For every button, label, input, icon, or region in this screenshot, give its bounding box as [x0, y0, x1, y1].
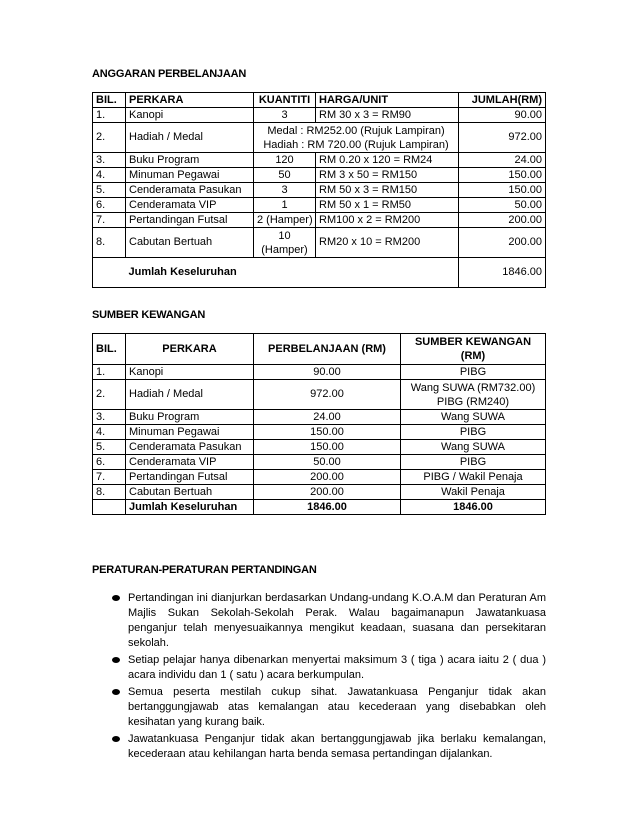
- cell-perkara: Cenderamata VIP: [126, 198, 254, 213]
- cell-perkara: Cabutan Bertuah: [126, 228, 254, 258]
- header-perkara: PERKARA: [126, 334, 254, 365]
- peraturan-list: [108, 591, 546, 764]
- cell-kuantiti: 120: [254, 153, 316, 168]
- cell-sumber: Wakil Penaja: [401, 485, 546, 500]
- peraturan-heading: PERATURAN-PERATURAN PERTANDINGAN: [92, 564, 317, 576]
- cell-sumber: Wang SUWA: [401, 440, 546, 455]
- cell-jumlah: 972.00: [459, 123, 546, 153]
- cell-harga: RM 50 x 1 = RM50: [316, 198, 459, 213]
- cell-belanja: 90.00: [254, 365, 401, 380]
- cell-perkara: Kanopi: [126, 108, 254, 123]
- table-row: [93, 153, 546, 168]
- cell-harga: RM 3 x 50 = RM150: [316, 168, 459, 183]
- table-row: [93, 168, 546, 183]
- hadiah-line: Hadiah : RM 720.00 (Rujuk Lampiran): [263, 138, 449, 151]
- table-row: [93, 123, 546, 153]
- cell-belanja: 200.00: [254, 485, 401, 500]
- cell-belanja: 200.00: [254, 470, 401, 485]
- cell-perkara: Pertandingan Futsal: [126, 470, 254, 485]
- cell-bil: 3.: [93, 153, 126, 168]
- cell-sumber: Wang SUWA: [401, 410, 546, 425]
- cell-jumlah: 150.00: [459, 168, 546, 183]
- bullet-icon: [112, 736, 120, 742]
- cell-jumlah: 50.00: [459, 198, 546, 213]
- total-value: 1846.00: [459, 258, 546, 288]
- cell-bil: 1.: [93, 365, 126, 380]
- cell-bil: 5.: [93, 183, 126, 198]
- cell-perkara: Cabutan Bertuah: [126, 485, 254, 500]
- cell-perkara: Cenderamata Pasukan: [126, 440, 254, 455]
- cell-medal-hadiah: [254, 123, 459, 153]
- cell-jumlah: 90.00: [459, 108, 546, 123]
- cell-kuantiti: 1: [254, 198, 316, 213]
- cell-bil: 6.: [93, 455, 126, 470]
- header-sumber: SUMBER KEWANGAN (RM): [401, 334, 546, 365]
- header-bil: BIL.: [93, 93, 126, 108]
- header-perkara: PERKARA: [126, 93, 254, 108]
- list-item: [108, 653, 546, 683]
- bullet-icon: [112, 657, 120, 663]
- table-row: [93, 425, 546, 440]
- cell-perkara: Hadiah / Medal: [126, 123, 254, 153]
- anggaran-header-row: [93, 93, 546, 108]
- medal-line: Medal : RM252.00 (Rujuk Lampiran): [267, 124, 445, 137]
- list-item: [108, 685, 546, 730]
- cell-jumlah: 200.00: [459, 213, 546, 228]
- cell-jumlah: 200.00: [459, 228, 546, 258]
- anggaran-table: [92, 92, 546, 288]
- cell-harga: RM100 x 2 = RM200: [316, 213, 459, 228]
- cell-sumber: PIBG: [401, 425, 546, 440]
- table-row: [93, 485, 546, 500]
- cell-perkara: Kanopi: [126, 365, 254, 380]
- total-row: [93, 500, 546, 515]
- cell-perkara: Hadiah / Medal: [126, 380, 254, 410]
- table-row: [93, 108, 546, 123]
- table-row: [93, 455, 546, 470]
- rule-text: Semua peserta mestilah cukup sihat. Jawatankuasa Penganjur tidak akan bertanggungjawab atas kemalangan atau kecederaan yang disebabkan oleh kesihatan yang kurang baik.: [128, 686, 546, 728]
- cell-bil: 7.: [93, 213, 126, 228]
- cell-sumber: Wang SUWA (RM732.00) PIBG (RM240): [401, 380, 546, 410]
- cell-kuantiti: 3: [254, 108, 316, 123]
- list-item: [108, 591, 546, 651]
- sumber-header-row: [93, 334, 546, 365]
- cell-sumber: PIBG: [401, 455, 546, 470]
- cell-belanja: 24.00: [254, 410, 401, 425]
- cell-belanja: 972.00: [254, 380, 401, 410]
- sumber-table: [92, 333, 546, 515]
- cell-perkara: Buku Program: [126, 410, 254, 425]
- total-sumber: 1846.00: [401, 500, 546, 515]
- rule-text: Pertandingan ini dianjurkan berdasarkan Undang-undang K.O.A.M dan Peraturan Am Majlis Sukan Sekolah-Sekolah Perak. Walau bagaimanapun Jawatankuasa penganjur telah menyesuaikannya mengikut keadaan, suasana dan persekitaran sekolah.: [128, 592, 546, 649]
- header-bil: BIL.: [93, 334, 126, 365]
- total-row: [93, 258, 546, 288]
- bullet-icon: [112, 595, 120, 601]
- cell-bil: 7.: [93, 470, 126, 485]
- cell-belanja: 150.00: [254, 425, 401, 440]
- cell-bil: 1.: [93, 108, 126, 123]
- cell-bil: 4.: [93, 425, 126, 440]
- cell-harga: RM 50 x 3 = RM150: [316, 183, 459, 198]
- cell-bil: 3.: [93, 410, 126, 425]
- cell-jumlah: 150.00: [459, 183, 546, 198]
- cell-perkara: Buku Program: [126, 153, 254, 168]
- cell-belanja: 50.00: [254, 455, 401, 470]
- cell-empty: [93, 500, 126, 515]
- cell-kuantiti: 10 (Hamper): [254, 228, 316, 258]
- cell-bil: 2.: [93, 123, 126, 153]
- cell-harga: RM20 x 10 = RM200: [316, 228, 459, 258]
- cell-bil: 6.: [93, 198, 126, 213]
- cell-harga: RM 0.20 x 120 = RM24: [316, 153, 459, 168]
- table-row: [93, 470, 546, 485]
- table-row: [93, 380, 546, 410]
- rule-text: Setiap pelajar hanya dibenarkan menyertai maksimum 3 ( tiga ) acara iaitu 2 ( dua ) acara individu dan 1 ( satu ) acara berkumpulan.: [128, 654, 546, 681]
- bullet-icon: [112, 689, 120, 695]
- cell-bil: 5.: [93, 440, 126, 455]
- anggaran-heading: ANGGARAN PERBELANJAAN: [92, 68, 247, 80]
- cell-bil: 4.: [93, 168, 126, 183]
- total-label: Jumlah Keseluruhan: [126, 500, 254, 515]
- cell-empty: [93, 258, 126, 288]
- table-row: [93, 365, 546, 380]
- cell-bil: 8.: [93, 485, 126, 500]
- cell-sumber: PIBG: [401, 365, 546, 380]
- total-label: Jumlah Keseluruhan: [126, 258, 459, 288]
- cell-harga: RM 30 x 3 = RM90: [316, 108, 459, 123]
- cell-kuantiti: 3: [254, 183, 316, 198]
- cell-jumlah: 24.00: [459, 153, 546, 168]
- table-row: [93, 198, 546, 213]
- cell-kuantiti: 50: [254, 168, 316, 183]
- table-row: [93, 213, 546, 228]
- header-kuantiti: KUANTITI: [254, 93, 316, 108]
- table-row: [93, 228, 546, 258]
- table-row: [93, 183, 546, 198]
- cell-perkara: Minuman Pegawai: [126, 425, 254, 440]
- header-harga: HARGA/UNIT: [316, 93, 459, 108]
- sumber-heading: SUMBER KEWANGAN: [92, 309, 206, 321]
- rule-text: Jawatankuasa Penganjur tidak akan bertanggungjawab jika berlaku kemalangan, kecederaan atau kehilangan harta benda semasa pertandingan dijalankan.: [128, 733, 546, 760]
- cell-perkara: Cenderamata VIP: [126, 455, 254, 470]
- list-item: [108, 732, 546, 762]
- cell-perkara: Minuman Pegawai: [126, 168, 254, 183]
- cell-belanja: 150.00: [254, 440, 401, 455]
- cell-bil: 8.: [93, 228, 126, 258]
- cell-perkara: Cenderamata Pasukan: [126, 183, 254, 198]
- header-jumlah: JUMLAH(RM): [459, 93, 546, 108]
- cell-perkara: Pertandingan Futsal: [126, 213, 254, 228]
- cell-sumber: PIBG / Wakil Penaja: [401, 470, 546, 485]
- table-row: [93, 440, 546, 455]
- total-belanja: 1846.00: [254, 500, 401, 515]
- cell-kuantiti: 2 (Hamper): [254, 213, 316, 228]
- table-row: [93, 410, 546, 425]
- cell-bil: 2.: [93, 380, 126, 410]
- header-perbelanjaan: PERBELANJAAN (RM): [254, 334, 401, 365]
